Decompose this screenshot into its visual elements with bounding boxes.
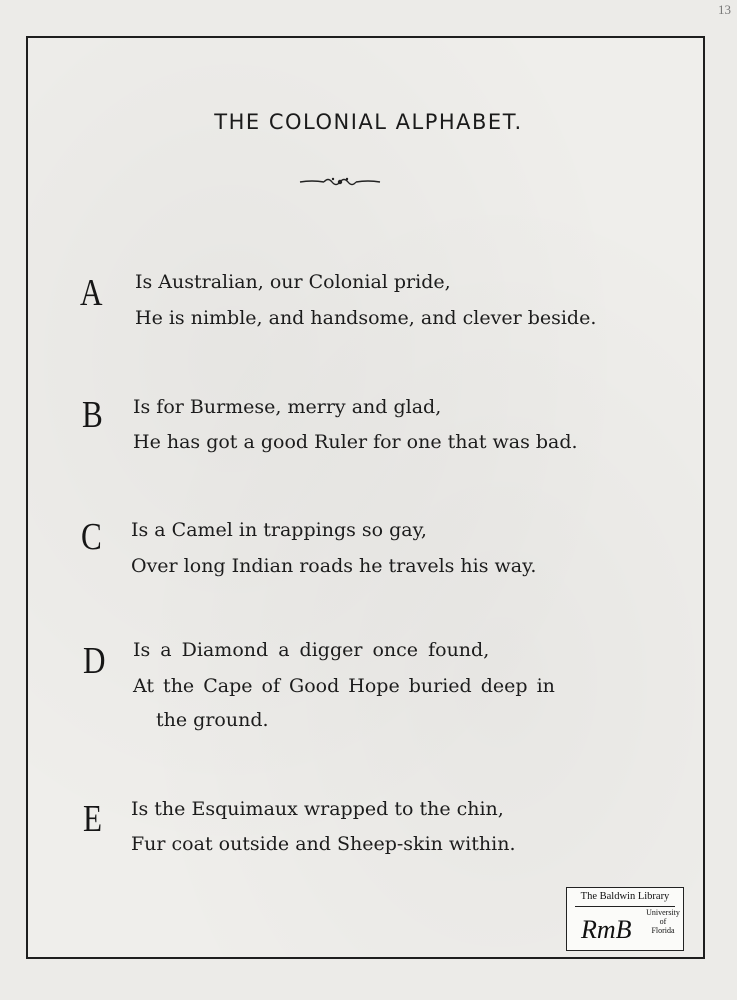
verse-line: Is a Diamond a digger once found, — [133, 639, 490, 661]
verse-line: Is the Esquimaux wrapped to the chin, — [131, 798, 504, 820]
verse-line: Is Australian, our Colonial pride, — [135, 271, 451, 293]
verse-line: He has got a good Ruler for one that was bad. — [133, 431, 578, 453]
library-stamp — [566, 887, 684, 951]
stamp-line: University — [646, 908, 680, 917]
page-number: 13 — [718, 2, 731, 17]
drop-initial: A — [80, 272, 103, 314]
drop-initial: D — [83, 640, 106, 682]
verse-line: Is for Burmese, merry and glad, — [133, 396, 442, 418]
drop-initial: C — [81, 516, 102, 558]
drop-initial: B — [82, 394, 103, 436]
verse-line: Fur coat outside and Sheep-skin within. — [131, 833, 516, 855]
verse-line: He is nimble, and handsome, and clever beside. — [135, 307, 597, 329]
stamp-divider — [575, 906, 675, 907]
verse-line: At the Cape of Good Hope buried deep in — [133, 675, 555, 697]
drop-initial: E — [83, 798, 103, 840]
page-title: THE COLONIAL ALPHABET. — [214, 110, 523, 134]
rmb-monogram-logo — [577, 908, 643, 948]
verse-line: Over long Indian roads he travels his way. — [131, 555, 537, 577]
stamp-institution — [643, 908, 683, 935]
stamp-line: of — [659, 917, 667, 926]
verse-line: Is a Camel in trappings so gay, — [131, 519, 427, 541]
svg-text:RmB: RmB — [581, 915, 632, 944]
stamp-header: The Baldwin Library — [580, 891, 670, 902]
verse-line: the ground. — [156, 709, 269, 731]
flourish-ornament-icon — [298, 175, 382, 189]
stamp-line: Florida — [651, 926, 675, 935]
